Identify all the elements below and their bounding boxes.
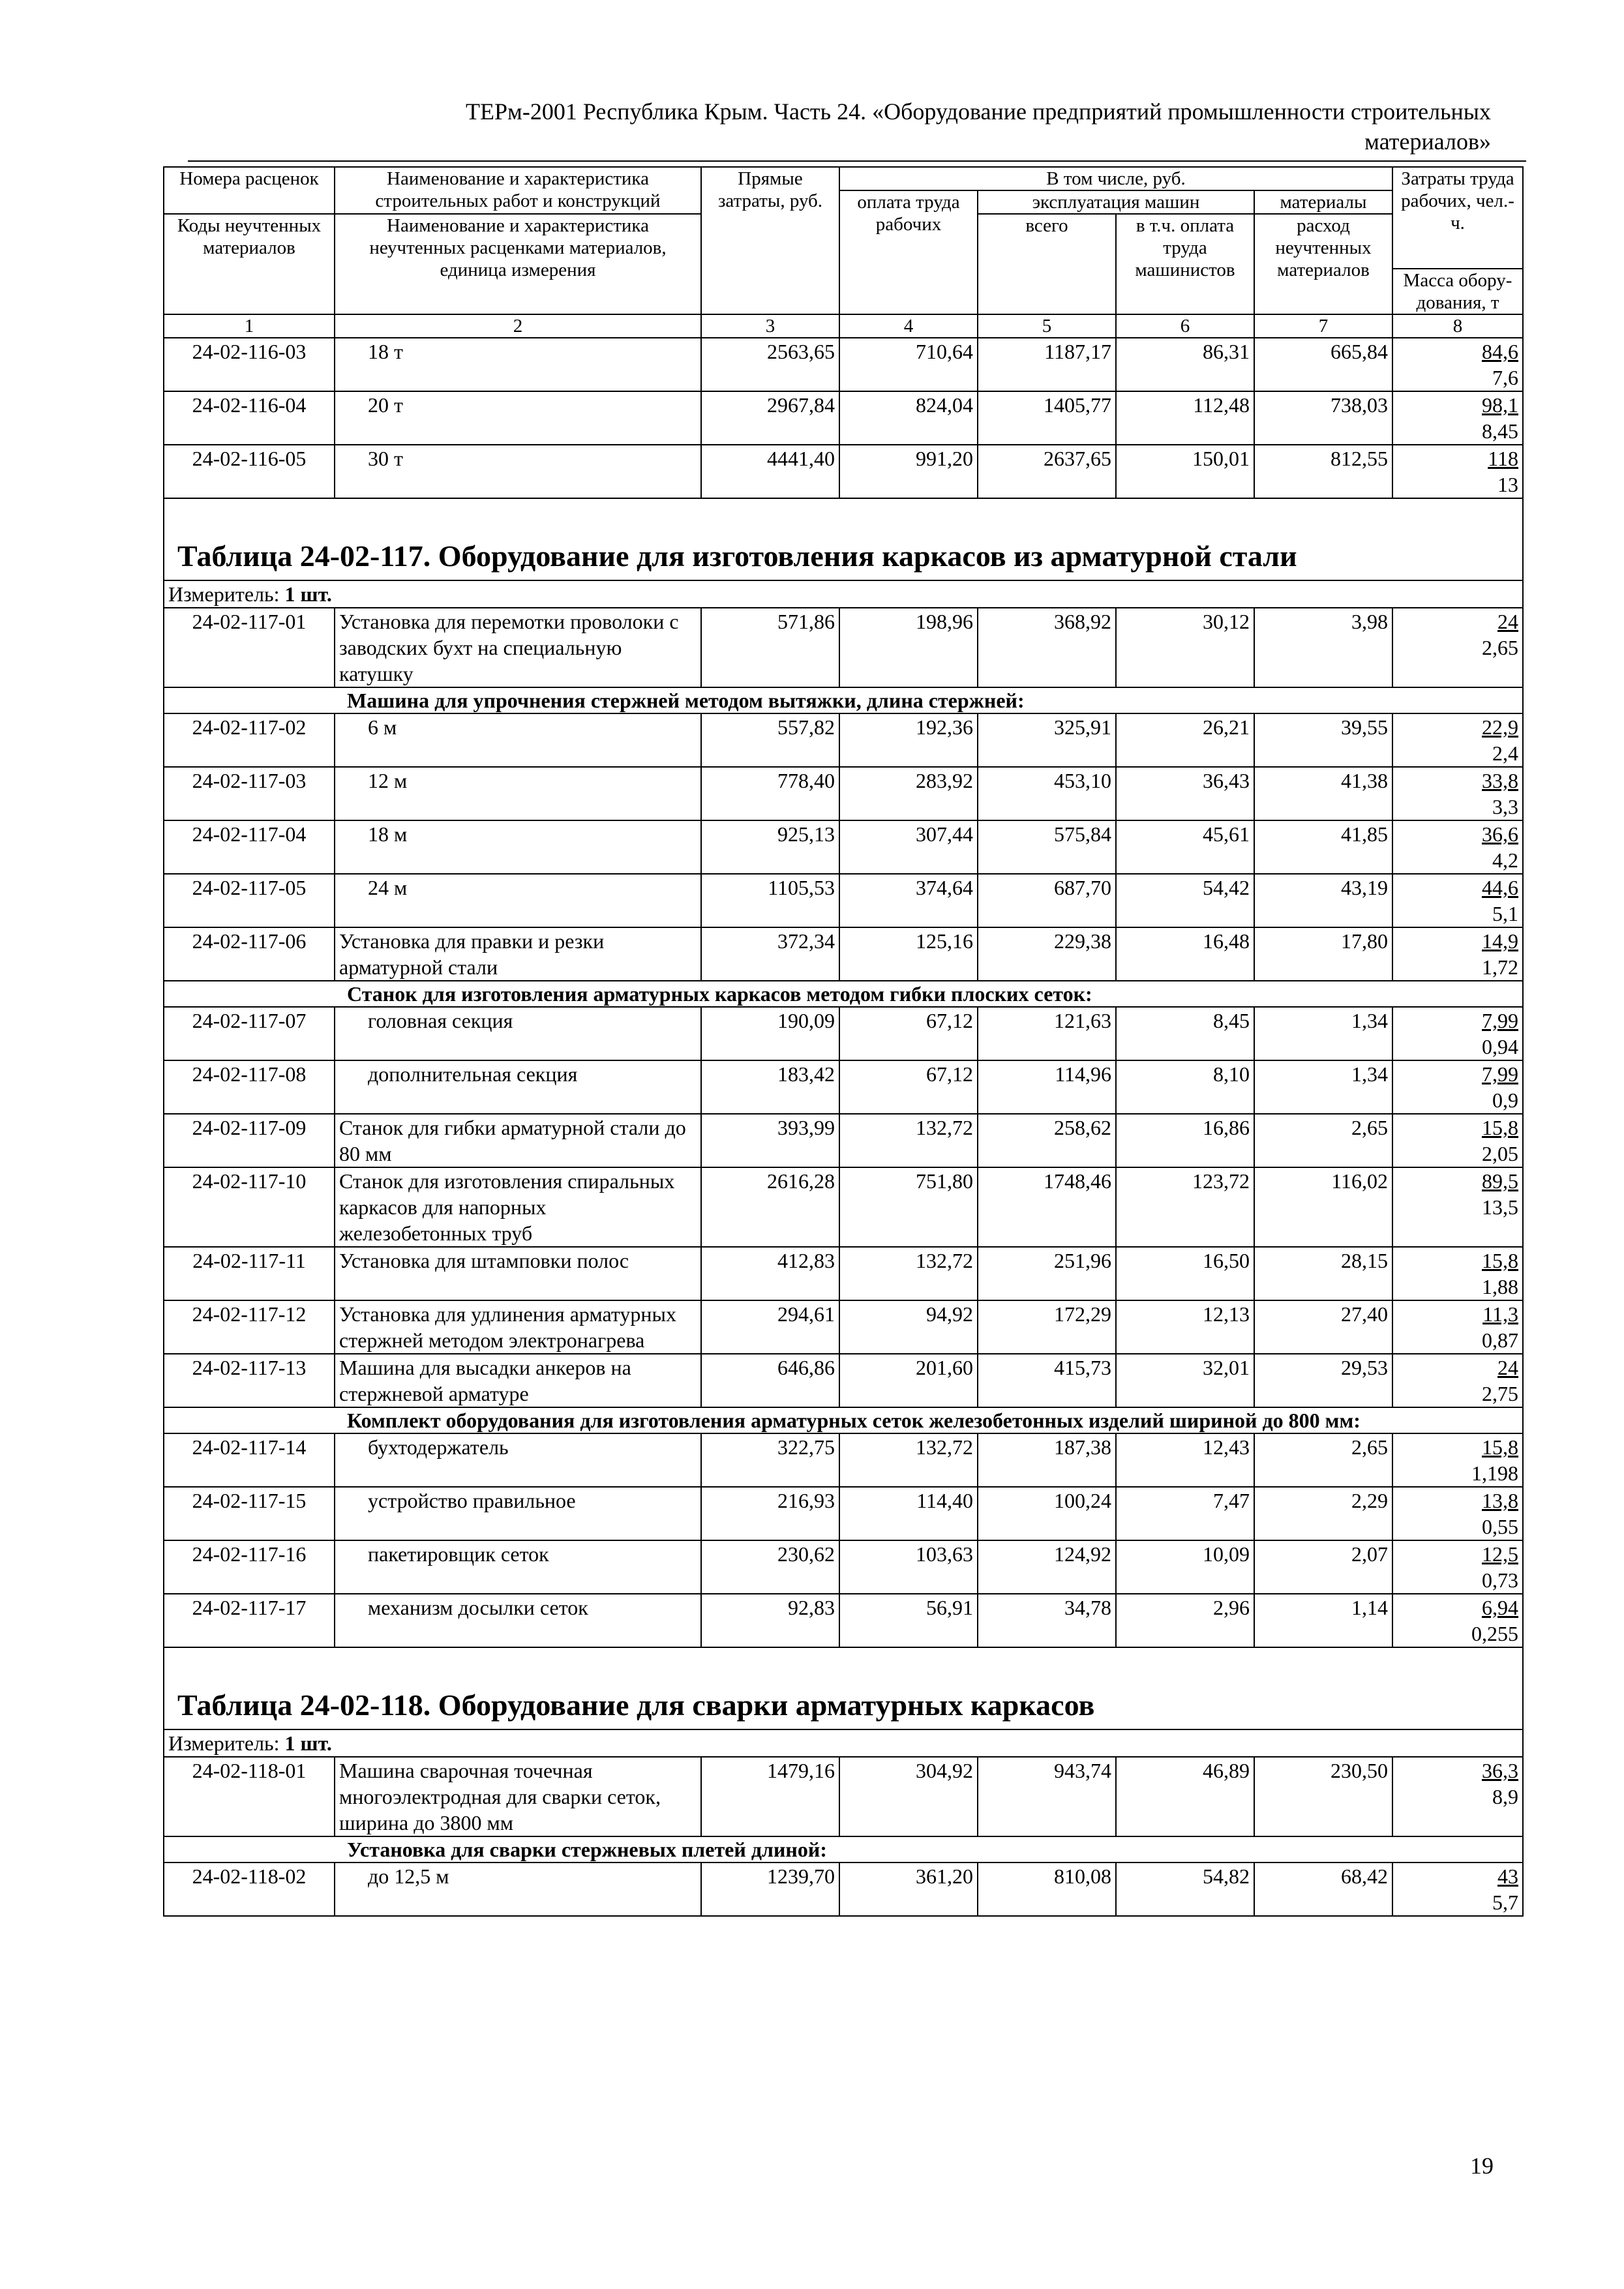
direct-costs: 4441,40 bbox=[701, 445, 839, 498]
table-row bbox=[164, 1757, 1523, 1836]
labor-pay: 67,12 bbox=[839, 1060, 978, 1114]
hours-mass-cell bbox=[1392, 391, 1523, 445]
direct-costs: 393,99 bbox=[701, 1114, 839, 1167]
work-name: 24 м bbox=[335, 874, 701, 927]
labor-pay: 132,72 bbox=[839, 1114, 978, 1167]
header-line-2: материалов» bbox=[1364, 128, 1491, 155]
machines-total: 172,29 bbox=[978, 1300, 1116, 1354]
column-number: 6 bbox=[1116, 314, 1254, 338]
hours-mass-cell bbox=[1392, 927, 1523, 981]
materials-cost: 1,34 bbox=[1254, 1007, 1392, 1060]
table-row bbox=[164, 391, 1523, 445]
column-number: 5 bbox=[978, 314, 1116, 338]
rate-code: 24-02-117-04 bbox=[164, 820, 335, 874]
materials-cost: 39,55 bbox=[1254, 713, 1392, 767]
machinist-pay: 86,31 bbox=[1116, 338, 1254, 391]
machines-total: 453,10 bbox=[978, 767, 1116, 820]
table-row bbox=[164, 1007, 1523, 1060]
subsection-row bbox=[164, 1836, 1523, 1863]
machinist-pay: 54,82 bbox=[1116, 1863, 1254, 1916]
hours-mass-cell bbox=[1392, 1167, 1523, 1247]
materials-cost: 29,53 bbox=[1254, 1354, 1392, 1407]
machinist-pay: 54,42 bbox=[1116, 874, 1254, 927]
table-row bbox=[164, 874, 1523, 927]
work-name: бухтодержатель bbox=[335, 1433, 701, 1487]
machines-total: 1187,17 bbox=[978, 338, 1116, 391]
labor-hours: 15,8 bbox=[1482, 1435, 1518, 1459]
machinist-pay: 46,89 bbox=[1116, 1757, 1254, 1836]
labor-hours: 98,1 bbox=[1482, 393, 1518, 417]
col-header-machines-total: всего bbox=[978, 214, 1116, 314]
hours-mass-cell bbox=[1392, 1114, 1523, 1167]
machines-total: 810,08 bbox=[978, 1863, 1116, 1916]
hours-mass-cell bbox=[1392, 1487, 1523, 1540]
equipment-mass: 8,45 bbox=[1482, 419, 1518, 443]
rate-code: 24-02-117-17 bbox=[164, 1594, 335, 1647]
table-row bbox=[164, 1114, 1523, 1167]
rate-code: 24-02-116-05 bbox=[164, 445, 335, 498]
equipment-mass: 1,198 bbox=[1471, 1461, 1518, 1485]
col-header-codes: Номера расценок bbox=[164, 167, 335, 214]
table-row bbox=[164, 338, 1523, 391]
machines-total: 114,96 bbox=[978, 1060, 1116, 1114]
equipment-mass: 0,255 bbox=[1471, 1622, 1518, 1645]
materials-cost: 2,29 bbox=[1254, 1487, 1392, 1540]
column-number: 8 bbox=[1392, 314, 1523, 338]
machinist-pay: 30,12 bbox=[1116, 608, 1254, 687]
table-title: Таблица 24-02-117. Оборудование для изготовления каркасов из арматурной стали bbox=[164, 498, 1523, 580]
materials-cost: 1,34 bbox=[1254, 1060, 1392, 1114]
machines-total: 1405,77 bbox=[978, 391, 1116, 445]
measure-value: 1 шт. bbox=[284, 582, 332, 606]
col-header-machinist-labor: в т.ч. оплата труда машинистов bbox=[1116, 214, 1254, 314]
labor-hours: 44,6 bbox=[1482, 876, 1518, 899]
equipment-mass: 0,87 bbox=[1482, 1328, 1518, 1352]
column-number: 3 bbox=[701, 314, 839, 338]
work-name: 18 т bbox=[335, 338, 701, 391]
labor-hours: 24 bbox=[1497, 1356, 1518, 1379]
labor-pay: 94,92 bbox=[839, 1300, 978, 1354]
col-header-mass: Масса обору-дования, т bbox=[1392, 269, 1523, 314]
hours-mass-cell bbox=[1392, 1247, 1523, 1300]
direct-costs: 412,83 bbox=[701, 1247, 839, 1300]
labor-pay: 192,36 bbox=[839, 713, 978, 767]
measure-unit bbox=[164, 580, 1523, 608]
labor-hours: 24 bbox=[1497, 610, 1518, 633]
subsection-heading: Станок для изготовления арматурных каркасов методом гибки плоских сеток: bbox=[164, 981, 1523, 1007]
labor-pay: 283,92 bbox=[839, 767, 978, 820]
hours-mass-cell bbox=[1392, 1863, 1523, 1916]
direct-costs: 216,93 bbox=[701, 1487, 839, 1540]
hours-mass-cell bbox=[1392, 608, 1523, 687]
labor-hours: 43 bbox=[1497, 1864, 1518, 1888]
machinist-pay: 8,10 bbox=[1116, 1060, 1254, 1114]
subsection-heading: Машина для упрочнения стержней методом вытяжки, длина стержней: bbox=[164, 687, 1523, 713]
table-title-row bbox=[164, 498, 1523, 580]
labor-pay: 991,20 bbox=[839, 445, 978, 498]
rate-code: 24-02-118-01 bbox=[164, 1757, 335, 1836]
work-name: головная секция bbox=[335, 1007, 701, 1060]
work-name: 18 м bbox=[335, 820, 701, 874]
rate-code: 24-02-116-04 bbox=[164, 391, 335, 445]
labor-hours: 14,9 bbox=[1482, 929, 1518, 953]
rate-code: 24-02-117-16 bbox=[164, 1540, 335, 1594]
labor-hours: 13,8 bbox=[1482, 1489, 1518, 1512]
table-row bbox=[164, 1300, 1523, 1354]
labor-pay: 67,12 bbox=[839, 1007, 978, 1060]
rate-code: 24-02-117-12 bbox=[164, 1300, 335, 1354]
machinist-pay: 2,96 bbox=[1116, 1594, 1254, 1647]
work-name: пакетировщик сеток bbox=[335, 1540, 701, 1594]
machines-total: 687,70 bbox=[978, 874, 1116, 927]
equipment-mass: 0,55 bbox=[1482, 1515, 1518, 1538]
col-header-name: Наименование и характеристика строительных работ и конструкций bbox=[335, 167, 701, 214]
equipment-mass: 13,5 bbox=[1482, 1195, 1518, 1219]
machines-total: 187,38 bbox=[978, 1433, 1116, 1487]
column-number: 2 bbox=[335, 314, 701, 338]
machines-total: 943,74 bbox=[978, 1757, 1116, 1836]
hours-mass-cell bbox=[1392, 1757, 1523, 1836]
rate-code: 24-02-117-07 bbox=[164, 1007, 335, 1060]
table-row bbox=[164, 445, 1523, 498]
direct-costs: 2563,65 bbox=[701, 338, 839, 391]
running-header bbox=[187, 97, 1491, 157]
work-name: 12 м bbox=[335, 767, 701, 820]
direct-costs: 190,09 bbox=[701, 1007, 839, 1060]
measure-label: Измеритель: bbox=[168, 1731, 285, 1755]
table-row bbox=[164, 767, 1523, 820]
materials-cost: 2,65 bbox=[1254, 1114, 1392, 1167]
rate-code: 24-02-117-10 bbox=[164, 1167, 335, 1247]
rate-code: 24-02-116-03 bbox=[164, 338, 335, 391]
work-name: Установка для удлинения арматурных стержней методом электронагрева bbox=[335, 1300, 701, 1354]
work-name: Станок для изготовления спиральных каркасов для напорных железобетонных труб bbox=[335, 1167, 701, 1247]
labor-hours: 36,6 bbox=[1482, 822, 1518, 846]
subsection-heading: Установка для сварки стержневых плетей длиной: bbox=[164, 1836, 1523, 1863]
labor-hours: 15,8 bbox=[1482, 1116, 1518, 1139]
machinist-pay: 112,48 bbox=[1116, 391, 1254, 445]
equipment-mass: 2,4 bbox=[1492, 741, 1518, 765]
hours-mass-cell bbox=[1392, 1433, 1523, 1487]
equipment-mass: 4,2 bbox=[1492, 848, 1518, 872]
labor-hours: 33,8 bbox=[1482, 769, 1518, 792]
subsection-row bbox=[164, 687, 1523, 713]
machines-total: 1748,46 bbox=[978, 1167, 1116, 1247]
subsection-heading: Комплект оборудования для изготовления арматурных сеток железобетонных изделий шириной до 800 мм: bbox=[164, 1407, 1523, 1433]
equipment-mass: 2,05 bbox=[1482, 1142, 1518, 1165]
direct-costs: 571,86 bbox=[701, 608, 839, 687]
machinist-pay: 32,01 bbox=[1116, 1354, 1254, 1407]
labor-pay: 304,92 bbox=[839, 1757, 978, 1836]
machines-total: 258,62 bbox=[978, 1114, 1116, 1167]
machinist-pay: 10,09 bbox=[1116, 1540, 1254, 1594]
table-row bbox=[164, 1060, 1523, 1114]
rate-code: 24-02-117-11 bbox=[164, 1247, 335, 1300]
column-number: 7 bbox=[1254, 314, 1392, 338]
table-row bbox=[164, 1433, 1523, 1487]
hours-mass-cell bbox=[1392, 1540, 1523, 1594]
labor-hours: 6,94 bbox=[1482, 1596, 1518, 1619]
labor-pay: 114,40 bbox=[839, 1487, 978, 1540]
direct-costs: 92,83 bbox=[701, 1594, 839, 1647]
work-name: устройство правильное bbox=[335, 1487, 701, 1540]
measure-unit bbox=[164, 1729, 1523, 1757]
measure-row bbox=[164, 1729, 1523, 1757]
rate-code: 24-02-117-09 bbox=[164, 1114, 335, 1167]
rate-code: 24-02-117-08 bbox=[164, 1060, 335, 1114]
labor-hours: 12,5 bbox=[1482, 1542, 1518, 1566]
page-number: 19 bbox=[1470, 2153, 1494, 2179]
table-row bbox=[164, 1540, 1523, 1594]
work-name: дополнительная секция bbox=[335, 1060, 701, 1114]
labor-pay: 374,64 bbox=[839, 874, 978, 927]
table-row bbox=[164, 927, 1523, 981]
col-header-materials: материалы bbox=[1254, 190, 1392, 214]
direct-costs: 183,42 bbox=[701, 1060, 839, 1114]
machines-total: 229,38 bbox=[978, 927, 1116, 981]
hours-mass-cell bbox=[1392, 445, 1523, 498]
header-rule bbox=[188, 160, 1526, 162]
rates-table bbox=[163, 166, 1524, 1917]
machines-total: 34,78 bbox=[978, 1594, 1116, 1647]
hours-mass-cell bbox=[1392, 874, 1523, 927]
equipment-mass: 3,3 bbox=[1492, 795, 1518, 818]
rate-code: 24-02-117-05 bbox=[164, 874, 335, 927]
rate-code: 24-02-117-01 bbox=[164, 608, 335, 687]
col-header-labor: оплата труда рабочих bbox=[839, 190, 978, 314]
machinist-pay: 16,48 bbox=[1116, 927, 1254, 981]
hours-mass-cell bbox=[1392, 713, 1523, 767]
col-header-machines: эксплуатация машин bbox=[978, 190, 1254, 214]
labor-pay: 125,16 bbox=[839, 927, 978, 981]
equipment-mass: 0,94 bbox=[1482, 1035, 1518, 1058]
direct-costs: 372,34 bbox=[701, 927, 839, 981]
machines-total: 368,92 bbox=[978, 608, 1116, 687]
machinist-pay: 8,45 bbox=[1116, 1007, 1254, 1060]
table-title: Таблица 24-02-118. Оборудование для сварки арматурных каркасов bbox=[164, 1647, 1523, 1729]
hours-mass-cell bbox=[1392, 338, 1523, 391]
column-numbers-row bbox=[164, 314, 1523, 338]
materials-cost: 41,38 bbox=[1254, 767, 1392, 820]
machines-total: 100,24 bbox=[978, 1487, 1116, 1540]
labor-hours: 11,3 bbox=[1482, 1302, 1518, 1326]
materials-cost: 665,84 bbox=[1254, 338, 1392, 391]
machinist-pay: 123,72 bbox=[1116, 1167, 1254, 1247]
machines-total: 325,91 bbox=[978, 713, 1116, 767]
col-header-materials-use: расход неучтенных материалов bbox=[1254, 214, 1392, 314]
rate-code: 24-02-117-02 bbox=[164, 713, 335, 767]
hours-mass-cell bbox=[1392, 767, 1523, 820]
rate-code: 24-02-117-06 bbox=[164, 927, 335, 981]
direct-costs: 778,40 bbox=[701, 767, 839, 820]
labor-hours: 84,6 bbox=[1482, 340, 1518, 363]
hours-mass-cell bbox=[1392, 820, 1523, 874]
column-number: 4 bbox=[839, 314, 978, 338]
work-name: 20 т bbox=[335, 391, 701, 445]
labor-hours: 89,5 bbox=[1482, 1169, 1518, 1193]
materials-cost: 28,15 bbox=[1254, 1247, 1392, 1300]
equipment-mass: 8,9 bbox=[1492, 1785, 1518, 1808]
labor-pay: 198,96 bbox=[839, 608, 978, 687]
equipment-mass: 1,88 bbox=[1482, 1275, 1518, 1298]
direct-costs: 1479,16 bbox=[701, 1757, 839, 1836]
direct-costs: 1105,53 bbox=[701, 874, 839, 927]
machinist-pay: 12,13 bbox=[1116, 1300, 1254, 1354]
machines-total: 121,63 bbox=[978, 1007, 1116, 1060]
machines-total: 124,92 bbox=[978, 1540, 1116, 1594]
work-name: Установка для штамповки полос bbox=[335, 1247, 701, 1300]
machines-total: 251,96 bbox=[978, 1247, 1116, 1300]
hours-mass-cell bbox=[1392, 1007, 1523, 1060]
direct-costs: 646,86 bbox=[701, 1354, 839, 1407]
table-row bbox=[164, 1354, 1523, 1407]
materials-cost: 27,40 bbox=[1254, 1300, 1392, 1354]
hours-mass-cell bbox=[1392, 1060, 1523, 1114]
materials-cost: 43,19 bbox=[1254, 874, 1392, 927]
work-name: механизм досылки сеток bbox=[335, 1594, 701, 1647]
direct-costs: 322,75 bbox=[701, 1433, 839, 1487]
labor-hours: 7,99 bbox=[1482, 1062, 1518, 1086]
machines-total: 2637,65 bbox=[978, 445, 1116, 498]
materials-cost: 230,50 bbox=[1254, 1757, 1392, 1836]
direct-costs: 2967,84 bbox=[701, 391, 839, 445]
machinist-pay: 7,47 bbox=[1116, 1487, 1254, 1540]
rate-code: 24-02-118-02 bbox=[164, 1863, 335, 1916]
machinist-pay: 16,86 bbox=[1116, 1114, 1254, 1167]
materials-cost: 2,07 bbox=[1254, 1540, 1392, 1594]
direct-costs: 294,61 bbox=[701, 1300, 839, 1354]
direct-costs: 925,13 bbox=[701, 820, 839, 874]
machinist-pay: 150,01 bbox=[1116, 445, 1254, 498]
materials-cost: 2,65 bbox=[1254, 1433, 1392, 1487]
equipment-mass: 2,75 bbox=[1482, 1382, 1518, 1405]
equipment-mass: 0,9 bbox=[1492, 1088, 1518, 1112]
equipment-mass: 13 bbox=[1497, 473, 1518, 496]
table-row bbox=[164, 1247, 1523, 1300]
direct-costs: 2616,28 bbox=[701, 1167, 839, 1247]
measure-value: 1 шт. bbox=[284, 1731, 332, 1755]
direct-costs: 557,82 bbox=[701, 713, 839, 767]
table-title-row bbox=[164, 1647, 1523, 1729]
subsection-row bbox=[164, 1407, 1523, 1433]
col-header-unaccounted-name: Наименование и характеристика неучтенных расценками материалов, единица измерения bbox=[335, 214, 701, 314]
work-name: Установка для перемотки проволоки с заводских бухт на специальную катушку bbox=[335, 608, 701, 687]
work-name: 30 т bbox=[335, 445, 701, 498]
machinist-pay: 12,43 bbox=[1116, 1433, 1254, 1487]
rate-code: 24-02-117-14 bbox=[164, 1433, 335, 1487]
col-header-incl: В том числе, руб. bbox=[839, 167, 1392, 190]
materials-cost: 738,03 bbox=[1254, 391, 1392, 445]
subsection-row bbox=[164, 981, 1523, 1007]
equipment-mass: 0,73 bbox=[1482, 1568, 1518, 1592]
machinist-pay: 45,61 bbox=[1116, 820, 1254, 874]
hours-mass-cell bbox=[1392, 1594, 1523, 1647]
labor-pay: 751,80 bbox=[839, 1167, 978, 1247]
col-header-hours: Затраты труда рабочих, чел.-ч. bbox=[1392, 167, 1523, 269]
table-row bbox=[164, 1594, 1523, 1647]
table-row bbox=[164, 1487, 1523, 1540]
work-name: 6 м bbox=[335, 713, 701, 767]
labor-pay: 361,20 bbox=[839, 1863, 978, 1916]
direct-costs: 1239,70 bbox=[701, 1863, 839, 1916]
rate-code: 24-02-117-13 bbox=[164, 1354, 335, 1407]
machines-total: 575,84 bbox=[978, 820, 1116, 874]
labor-pay: 103,63 bbox=[839, 1540, 978, 1594]
materials-cost: 17,80 bbox=[1254, 927, 1392, 981]
machinist-pay: 26,21 bbox=[1116, 713, 1254, 767]
labor-hours: 22,9 bbox=[1482, 715, 1518, 739]
labor-pay: 201,60 bbox=[839, 1354, 978, 1407]
labor-pay: 132,72 bbox=[839, 1247, 978, 1300]
machinist-pay: 16,50 bbox=[1116, 1247, 1254, 1300]
labor-hours: 15,8 bbox=[1482, 1249, 1518, 1272]
labor-pay: 307,44 bbox=[839, 820, 978, 874]
materials-cost: 1,14 bbox=[1254, 1594, 1392, 1647]
direct-costs: 230,62 bbox=[701, 1540, 839, 1594]
col-header-direct: Прямые затраты, руб. bbox=[701, 167, 839, 314]
rate-code: 24-02-117-15 bbox=[164, 1487, 335, 1540]
materials-cost: 68,42 bbox=[1254, 1863, 1392, 1916]
labor-pay: 132,72 bbox=[839, 1433, 978, 1487]
column-number: 1 bbox=[164, 314, 335, 338]
machines-total: 415,73 bbox=[978, 1354, 1116, 1407]
table-row bbox=[164, 1167, 1523, 1247]
equipment-mass: 2,65 bbox=[1482, 636, 1518, 659]
materials-cost: 116,02 bbox=[1254, 1167, 1392, 1247]
machinist-pay: 36,43 bbox=[1116, 767, 1254, 820]
equipment-mass: 1,72 bbox=[1482, 955, 1518, 979]
work-name: до 12,5 м bbox=[335, 1863, 701, 1916]
table-row bbox=[164, 713, 1523, 767]
equipment-mass: 5,1 bbox=[1492, 902, 1518, 925]
table-row bbox=[164, 1863, 1523, 1916]
labor-hours: 7,99 bbox=[1482, 1009, 1518, 1032]
col-header-unaccounted-codes: Коды неучтенных материалов bbox=[164, 214, 335, 314]
labor-hours: 36,3 bbox=[1482, 1759, 1518, 1782]
labor-pay: 56,91 bbox=[839, 1594, 978, 1647]
labor-hours: 118 bbox=[1488, 447, 1518, 470]
labor-pay: 710,64 bbox=[839, 338, 978, 391]
equipment-mass: 5,7 bbox=[1492, 1891, 1518, 1914]
materials-cost: 812,55 bbox=[1254, 445, 1392, 498]
header-line-1: ТЕРм-2001 Республика Крым. Часть 24. «Оборудование предприятий промышленности строительных bbox=[466, 98, 1491, 125]
materials-cost: 3,98 bbox=[1254, 608, 1392, 687]
work-name: Станок для гибки арматурной стали до 80 мм bbox=[335, 1114, 701, 1167]
hours-mass-cell bbox=[1392, 1354, 1523, 1407]
equipment-mass: 7,6 bbox=[1492, 366, 1518, 389]
hours-mass-cell bbox=[1392, 1300, 1523, 1354]
labor-pay: 824,04 bbox=[839, 391, 978, 445]
rate-code: 24-02-117-03 bbox=[164, 767, 335, 820]
measure-row bbox=[164, 580, 1523, 608]
measure-label: Измеритель: bbox=[168, 582, 285, 606]
work-name: Машина сварочная точечная многоэлектродная для сварки сеток, ширина до 3800 мм bbox=[335, 1757, 701, 1836]
materials-cost: 41,85 bbox=[1254, 820, 1392, 874]
work-name: Установка для правки и резки арматурной стали bbox=[335, 927, 701, 981]
table-row bbox=[164, 820, 1523, 874]
work-name: Машина для высадки анкеров на стержневой арматуре bbox=[335, 1354, 701, 1407]
table-row bbox=[164, 608, 1523, 687]
